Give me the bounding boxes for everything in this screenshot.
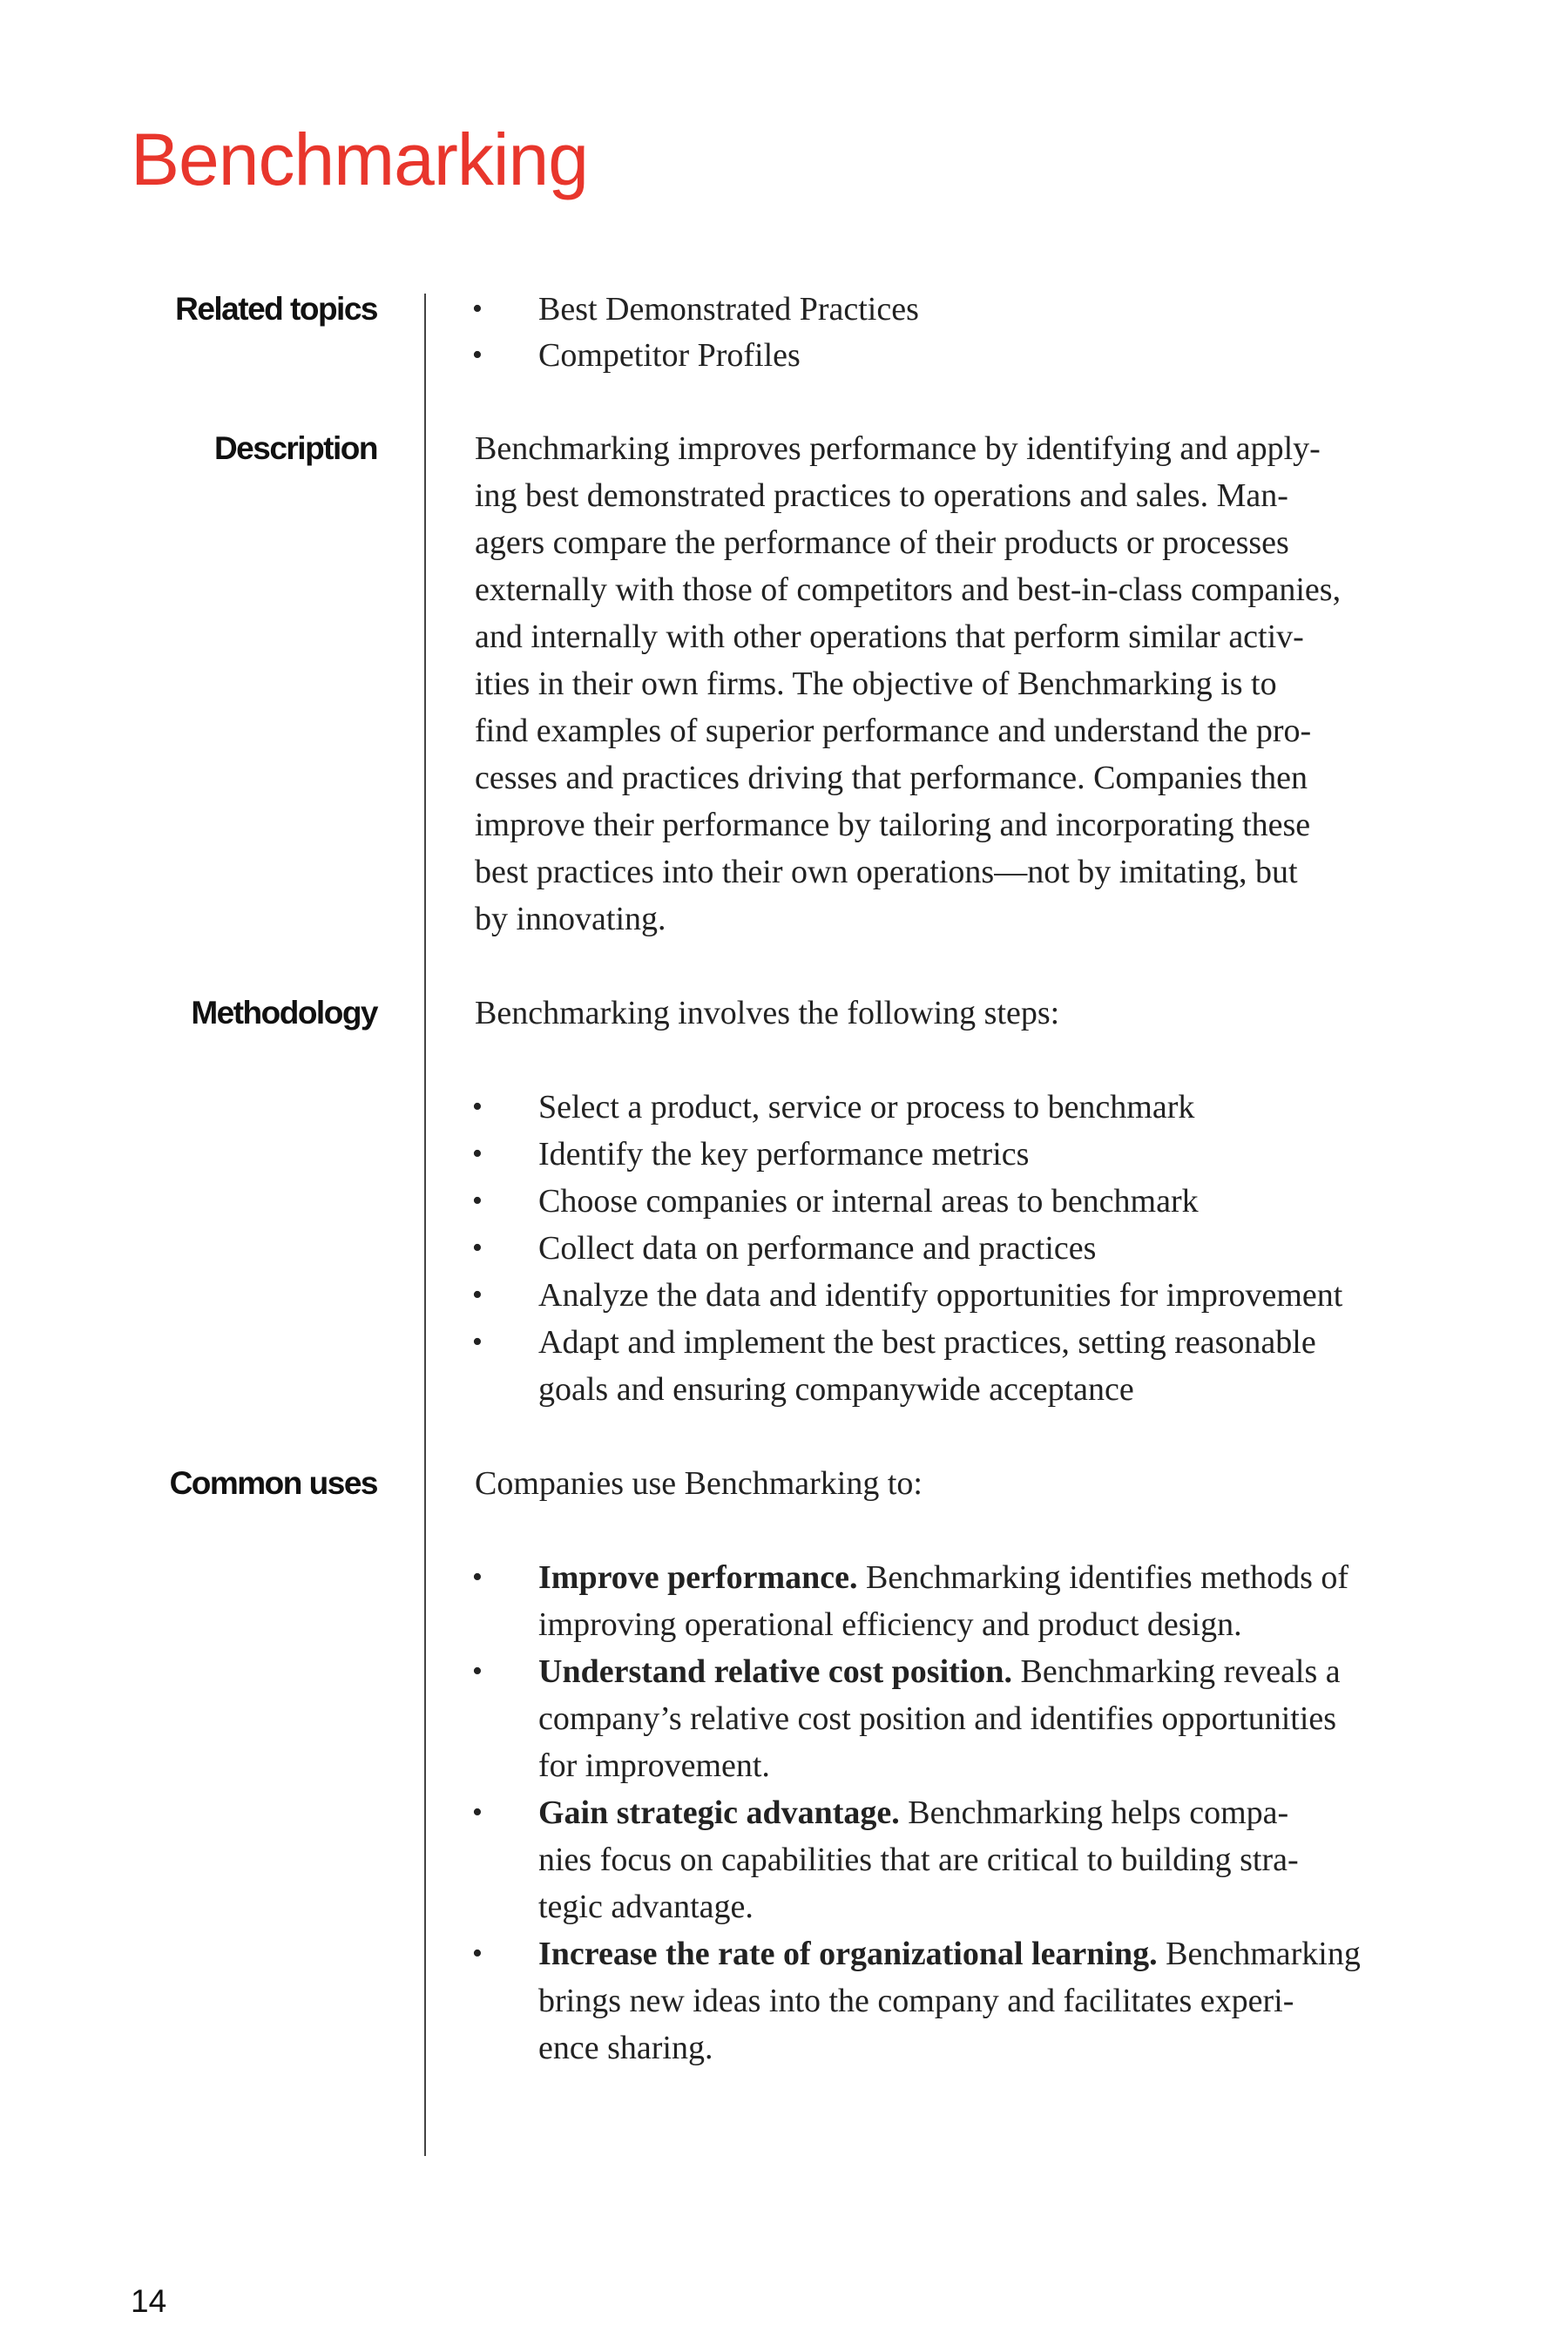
common-use-text: brings new ideas into the company and facilitates experi- — [538, 1983, 1294, 2019]
common-use-item — [538, 1558, 1348, 1598]
description-line: find examples of superior performance and understand the pro- — [475, 713, 1312, 749]
methodology-intro: Benchmarking involves the following steps: — [475, 995, 1060, 1031]
description-line: ities in their own firms. The objective of Benchmarking is to — [475, 666, 1277, 702]
common-use-lead: Gain strategic advantage. — [538, 1794, 900, 1831]
methodology-step: Choose companies or internal areas to benchmark — [538, 1183, 1199, 1220]
common-use-text: ence sharing. — [538, 2030, 713, 2066]
methodology-step: Collect data on performance and practices — [538, 1230, 1097, 1267]
bullet-icon: • — [472, 1655, 483, 1687]
methodology-step: Select a product, service or process to benchmark — [538, 1089, 1195, 1125]
related-topic-item: Competitor Profiles — [538, 337, 801, 374]
bullet-icon: • — [472, 1279, 483, 1311]
common-use-text: tegic advantage. — [538, 1889, 754, 1925]
vertical-divider — [424, 294, 426, 2156]
page-title: Benchmarking — [131, 118, 588, 200]
common-use-text: improving operational efficiency and product design. — [538, 1606, 1242, 1643]
common-uses-intro: Companies use Benchmarking to: — [475, 1465, 923, 1502]
description-line: and internally with other operations that perform similar activ- — [475, 618, 1304, 655]
methodology-step: Identify the key performance metrics — [538, 1136, 1030, 1173]
bullet-icon: • — [472, 1326, 483, 1358]
description-line: Benchmarking improves performance by identifying and apply- — [475, 430, 1321, 467]
common-use-item — [538, 1793, 1288, 1833]
related-topic-item: Best Demonstrated Practices — [538, 291, 919, 328]
section-label-related-topics: Related topics — [175, 291, 377, 327]
description-line: cesses and practices driving that performance. Companies then — [475, 760, 1308, 796]
bullet-icon: • — [472, 293, 483, 325]
bullet-icon: • — [472, 1232, 483, 1264]
common-use-text: Benchmarking helps compa- — [899, 1794, 1289, 1831]
common-use-lead: Improve performance. — [538, 1559, 858, 1596]
bullet-icon: • — [472, 1561, 483, 1593]
description-line: externally with those of competitors and best-in-class companies, — [475, 571, 1342, 608]
description-line: best practices into their own operations—not by imitating, but — [475, 854, 1298, 890]
bullet-icon: • — [472, 339, 483, 371]
description-line: improve their performance by tailoring and incorporating these — [475, 807, 1311, 843]
common-use-text: company’s relative cost position and identifies opportunities — [538, 1700, 1337, 1737]
bullet-icon: • — [472, 1138, 483, 1170]
common-use-item — [538, 1652, 1341, 1692]
section-label-description: Description — [213, 430, 377, 466]
common-use-text: for improvement. — [538, 1747, 770, 1784]
common-use-text: Benchmarking identifies methods of — [857, 1559, 1349, 1596]
page-number: 14 — [131, 2283, 167, 2319]
common-use-text: Benchmarking reveals a — [1011, 1653, 1341, 1690]
bullet-icon: • — [472, 1796, 483, 1828]
bullet-icon: • — [472, 1937, 483, 1970]
common-use-lead: Understand relative cost position. — [538, 1653, 1012, 1690]
bullet-icon: • — [472, 1091, 483, 1123]
description-line: agers compare the performance of their products or processes — [475, 524, 1289, 561]
methodology-step: Adapt and implement the best practices, setting reasonable — [538, 1324, 1316, 1361]
methodology-step-continuation: goals and ensuring companywide acceptance — [538, 1371, 1134, 1408]
description-line: ing best demonstrated practices to operations and sales. Man- — [475, 477, 1288, 514]
methodology-step: Analyze the data and identify opportunities for improvement — [538, 1277, 1343, 1314]
bullet-icon: • — [472, 1185, 483, 1217]
description-line: by innovating. — [475, 901, 666, 937]
common-use-item — [538, 1934, 1361, 1974]
section-label-methodology: Methodology — [191, 995, 377, 1031]
section-label-common-uses: Common uses — [169, 1465, 377, 1501]
common-use-text: nies focus on capabilities that are critical to building stra- — [538, 1842, 1299, 1878]
common-use-text: Benchmarking — [1157, 1936, 1361, 1972]
common-use-lead: Increase the rate of organizational learning. — [538, 1936, 1158, 1972]
